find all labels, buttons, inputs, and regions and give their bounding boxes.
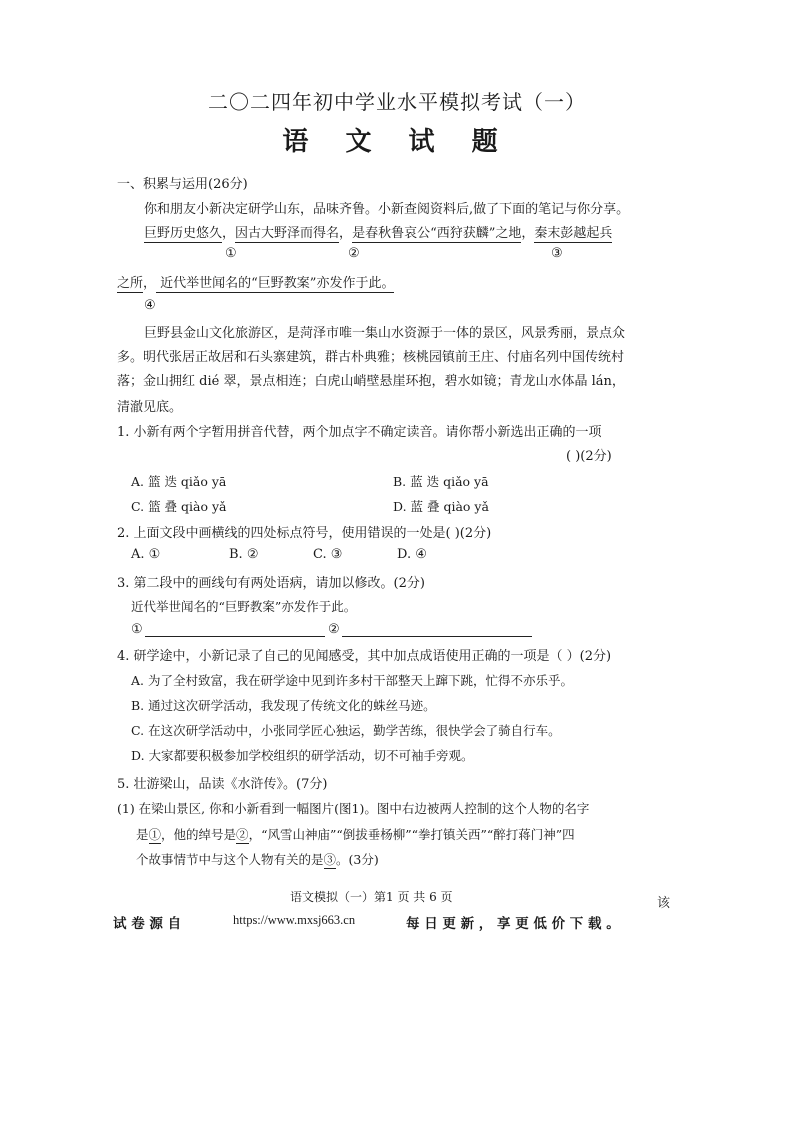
intro-text: 你和朋友小新决定研学山东，品味齐鲁。小新查阅资料后,做了下面的笔记与你分享。: [144, 202, 630, 217]
q3-stem: 3. 第二段中的画线句有两处语病，请加以修改。(2分): [117, 576, 425, 591]
q2-stem: 2. 上面文段中画横线的四处标点符号，使用错误的一处是( )(2分): [117, 526, 492, 541]
punct-1: ，: [222, 226, 236, 241]
q5-text-b: ，他的绰号是: [161, 827, 237, 842]
punct-2: ，: [339, 226, 353, 241]
q1-option-d: D. 蓝 叠 qiào yǎ: [393, 499, 489, 514]
q5-stem: 5. 壮游梁山，品读《水浒传》。(7分): [117, 777, 328, 792]
page-footer: 语文模拟（一）第1 页 共 6 页: [290, 890, 453, 904]
q2-option-c: C. ③: [313, 547, 343, 562]
mark-4: ④: [144, 298, 156, 313]
note-clause-c: 是春秋鲁哀公“西狩获麟”之地: [352, 226, 522, 241]
subject-title: 语 文 试 题: [282, 127, 512, 157]
q5-blank-2[interactable]: ②: [236, 827, 249, 842]
q4-option-c: C. 在这次研学活动中，小张同学匠心独运，勤学苦练，很快学会了骑自行车。: [131, 723, 561, 738]
punct-4: ，: [143, 276, 157, 291]
para2-line-3: 落；金山拥红 dié 翠，景点相连；白虎山峭壁悬崖环抱，碧水如镜；青龙山水体晶 lán，: [117, 374, 625, 389]
watermark-source: 试 卷 源 自: [113, 916, 182, 932]
q3-blank-2-line[interactable]: [342, 636, 532, 637]
q3-blank-2-label: ②: [328, 622, 340, 637]
note-line-2: [117, 272, 394, 291]
para2-line-1: 巨野县金山文化旅游区，是菏泽市唯一集山水资源于一体的景区，风景秀丽，景点众: [144, 326, 626, 341]
q1-stem: 1. 小新有两个字暂用拼音代替，两个加点字不确定读音。请你帮小新选出正确的一项: [117, 425, 602, 440]
note-line-1: [144, 222, 612, 241]
q5-text-e: 。(3分): [336, 852, 379, 867]
q5-blank-1[interactable]: ①: [148, 827, 162, 842]
watermark-url[interactable]: https://www.mxsj663.cn: [233, 913, 356, 927]
q1-option-b: B. 蓝 迭 qiǎo yā: [393, 474, 489, 489]
q2-option-b: B. ②: [229, 547, 259, 562]
section-heading: 一、积累与运用(26分): [117, 177, 248, 192]
para2-line-4: 清澈见底。: [117, 400, 183, 415]
exam-title: 二〇二四年初中学业水平模拟考试（一）: [208, 90, 586, 114]
q4-stem: 4. 研学途中，小新记录了自己的见闻感受，其中加点成语使用正确的一项是（ ）(2分): [117, 649, 612, 664]
note-clause-f: 近代举世闻名的“巨野教案”亦发作于此。: [156, 276, 395, 291]
q1-option-c: C. 篮 叠 qiào yǎ: [131, 499, 227, 514]
mark-1: ①: [225, 246, 237, 261]
q5-sub1-line-2: [136, 825, 575, 843]
q3-sentence: 近代举世闻名的“巨野教案”亦发作于此。: [131, 599, 357, 614]
q5-text-d: 个故事情节中与这个人物有关的是: [136, 852, 324, 867]
q5-text-a: 是: [136, 827, 149, 842]
mark-2: ②: [348, 246, 360, 261]
q2-option-a: A. ①: [131, 547, 161, 562]
note-clause-d: 秦末彭越起兵: [534, 226, 613, 241]
q2-option-d: D. ④: [397, 547, 427, 562]
q4-option-d: D. 大家都要积极参加学校组织的研学活动，切不可袖手旁观。: [131, 748, 474, 763]
q3-blank-1-label: ①: [131, 622, 143, 637]
q5-text-c: ，“风雪山神庙”“倒拔垂杨柳”“拳打镇关西”“醉打蒋门神”四: [248, 827, 575, 842]
q3-blank-1-line[interactable]: [145, 636, 325, 637]
q1-option-a: A. 篮 迭 qiǎo yā: [131, 474, 227, 489]
mark-3: ③: [551, 246, 563, 261]
q5-sub1-line-1: (1) 在梁山景区, 你和小新看到一幅图片(图1)。图中右边被两人控制的这个人物的名字: [117, 801, 590, 816]
note-clause-a: 巨野历史悠久: [144, 226, 223, 241]
q4-option-b: B. 通过这次研学活动，我发现了传统文化的蛛丝马迹。: [131, 698, 436, 713]
watermark-char: 该: [657, 896, 671, 911]
q5-sub1-line-3: [136, 850, 379, 868]
q1-score: ( )(2分): [566, 449, 612, 464]
punct-3: ，: [521, 226, 535, 241]
note-clause-e: 之所: [117, 276, 144, 291]
q4-option-a: A. 为了全村致富，我在研学途中见到许多村干部整天上蹿下跳，忙得不亦乐乎。: [131, 673, 573, 688]
watermark-slogan: 每 日 更 新 ， 享 更 低 价 下 载 。: [406, 916, 620, 932]
note-clause-b: 因古大野泽而得名: [235, 226, 340, 241]
q5-blank-3[interactable]: ③: [323, 852, 337, 867]
para2-line-2: 多。明代张居正故居和石头寨建筑，群古朴典雅；核桃园镇前王庄、付庙名列中国传统村: [117, 350, 625, 365]
